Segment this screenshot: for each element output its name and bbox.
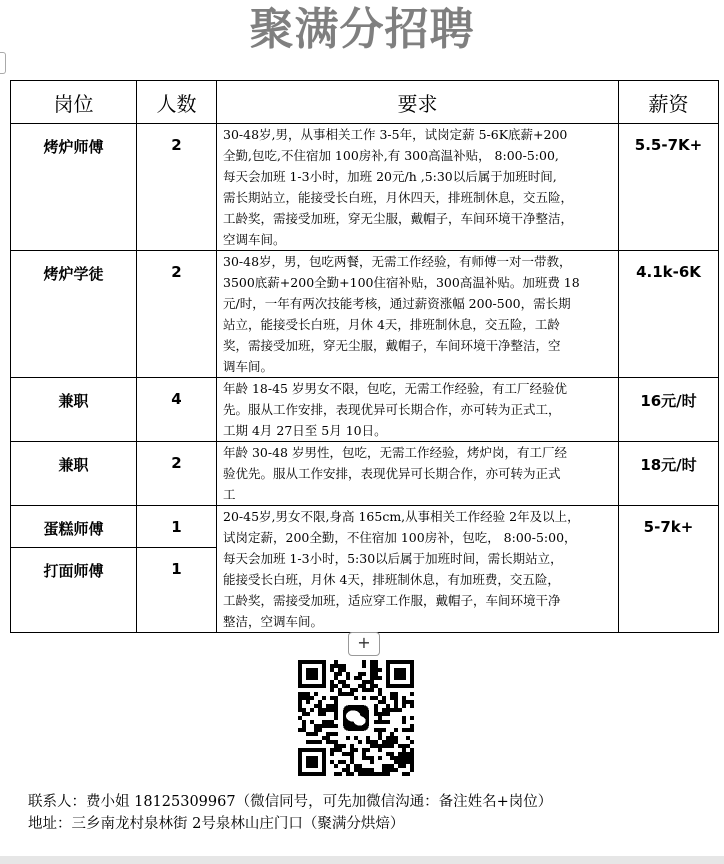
header-requirements: 要求 — [217, 81, 619, 124]
requirements-cell — [217, 124, 619, 251]
requirements-line: 20-45岁,男女不限,身高 165cm,从事相关工作经验 2年及以上， — [223, 509, 580, 524]
requirements-line: 工期 4月 27日至 5月 10日。 — [223, 423, 387, 438]
requirements-cell — [217, 506, 619, 633]
requirements-line: 站立，能接受长白班，月休 4天，排班制休息，交五险，工龄 — [223, 317, 560, 332]
requirements-line: 工 — [223, 487, 236, 502]
wechat-qr-code-icon — [298, 660, 414, 776]
requirements-line: 整洁，空调车间。 — [223, 614, 324, 629]
requirements-line: 工龄奖，需接受加班，适应穿工作服，戴帽子，车间环境干净 — [223, 593, 561, 608]
page-title: 聚满分招聘 — [249, 4, 475, 55]
position-cell: 打面师傅 — [11, 548, 137, 633]
requirements-line: 奖，需接受加班，穿无尘服，戴帽子，车间环境干净整洁，空 — [223, 338, 561, 353]
position-cell: 烤炉学徒 — [11, 251, 137, 378]
requirements-line: 年龄 18-45 岁男女不限，包吃，无需工作经验，有工厂经验优 — [223, 381, 567, 396]
requirements-line: 每天会加班 1-3小时，加班 20元/h ,5:30以后属于加班时间, — [223, 169, 557, 184]
header-salary: 薪资 — [619, 81, 719, 124]
requirements-line: 试岗定薪，200全勤，不住宿加 100房补，包吃， 8:00-5:00， — [223, 530, 577, 545]
salary-cell: 16元/时 — [619, 378, 719, 442]
contact-address: 地址：三乡南龙村泉林街 2号泉林山庄门口（聚满分烘焙） — [28, 816, 405, 832]
count-cell: 1 — [137, 506, 217, 548]
requirements-line: 3500底薪+200全勤+100住宿补贴，300高温补贴。加班费 18 — [223, 275, 580, 290]
count-cell: 2 — [137, 442, 217, 506]
table-row — [11, 442, 719, 506]
position-cell: 兼职 — [11, 378, 137, 442]
requirements-line: 全勤,包吃,不住宿加 100房补,有 300高温补贴， 8:00-5:00, — [223, 148, 559, 163]
requirements-line: 年龄 30-48 岁男性，包吃，无需工作经验，烤炉岗，有工厂经 — [223, 445, 567, 460]
requirements-line: 元/时，一年有两次技能考核，通过薪资涨幅 200-500，需长期 — [223, 296, 571, 311]
count-cell: 1 — [137, 548, 217, 633]
job-table — [10, 80, 719, 633]
requirements-line: 空调车间。 — [223, 232, 286, 247]
bottom-scrollbar[interactable] — [0, 856, 724, 864]
expand-button[interactable]: + — [348, 632, 380, 656]
table-row — [11, 124, 719, 251]
requirements-line: 30-48岁，男，包吃两餐，无需工作经验，有师傅一对一带教， — [223, 254, 572, 269]
requirements-line: 需长期站立，能接受长白班，月休四天，排班制休息，交五险， — [223, 190, 574, 205]
requirements-cell — [217, 378, 619, 442]
requirements-line: 30-48岁,男，从事相关工作 3-5年，试岗定薪 5-6K底薪+200 — [223, 127, 568, 142]
requirements-line: 工龄奖，需接受加班，穿无尘服，戴帽子，车间环境干净整洁， — [223, 211, 574, 226]
table-row — [11, 251, 719, 378]
salary-cell: 18元/时 — [619, 442, 719, 506]
count-cell: 2 — [137, 124, 217, 251]
requirements-cell — [217, 251, 619, 378]
requirements-cell — [217, 442, 619, 506]
header-count: 人数 — [137, 81, 217, 124]
count-cell: 2 — [137, 251, 217, 378]
position-cell: 兼职 — [11, 442, 137, 506]
requirements-line: 每天会加班 1-3小时，5:30以后属于加班时间，需长期站立， — [223, 551, 563, 566]
contact-person: 联系人：费小姐 18125309967（微信同号，可先加微信沟通：备注姓名+岗位） — [28, 794, 553, 810]
position-cell: 蛋糕师傅 — [11, 506, 137, 548]
salary-cell: 5-7k+ — [619, 506, 719, 633]
requirements-line: 先。服从工作安排，表现优异可长期合作，亦可转为正式工， — [223, 402, 561, 417]
position-cell: 烤炉师傅 — [11, 124, 137, 251]
table-row — [11, 506, 719, 548]
salary-cell: 4.1k-6K — [619, 251, 719, 378]
side-collapse-handle[interactable] — [0, 52, 6, 74]
table-header-row — [11, 81, 719, 124]
salary-cell: 5.5-7K+ — [619, 124, 719, 251]
count-cell: 4 — [137, 378, 217, 442]
table-row — [11, 378, 719, 442]
requirements-line: 调车间。 — [223, 359, 274, 374]
requirements-line: 验优先。服从工作安排，表现优异可长期合作，亦可转为正式 — [223, 466, 561, 481]
header-position: 岗位 — [11, 81, 137, 124]
requirements-line: 能接受长白班，月休 4天，排班制休息，有加班费，交五险， — [223, 572, 560, 587]
